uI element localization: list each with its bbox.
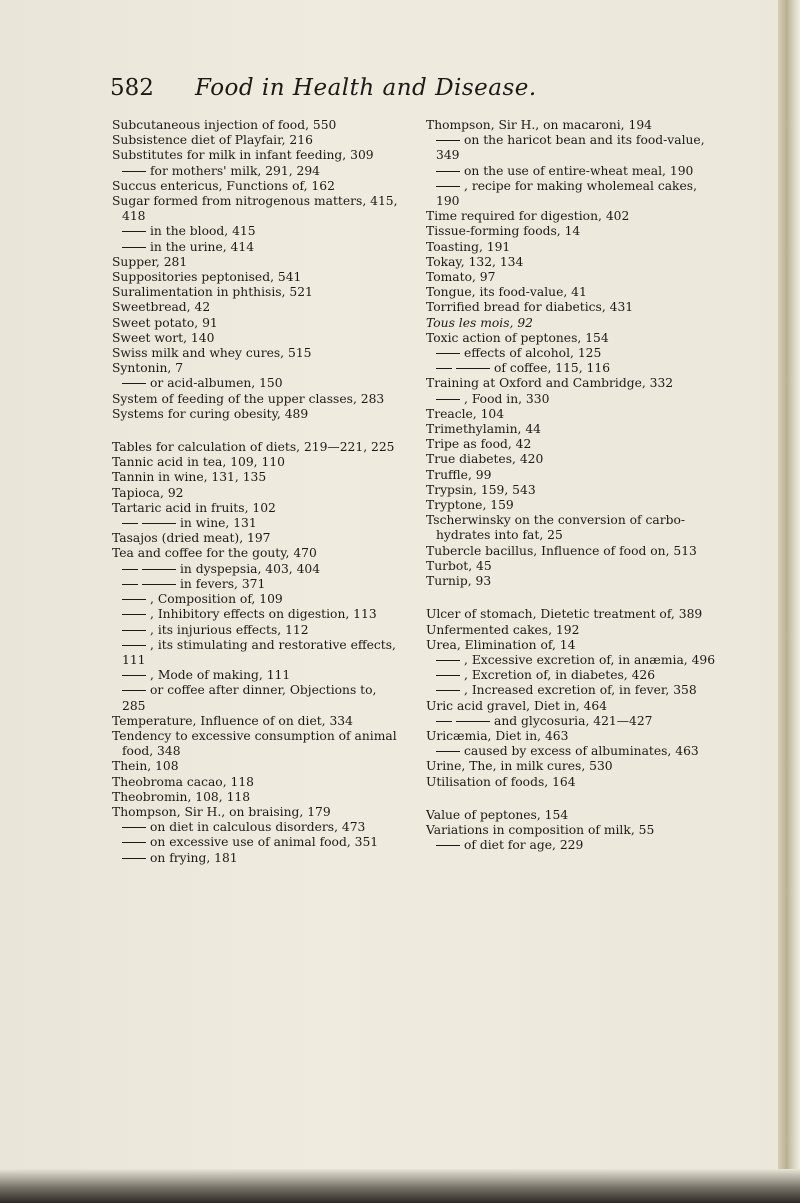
ditto-rule [122, 523, 138, 524]
ditto-rule [436, 353, 460, 354]
ditto-rule [122, 842, 146, 843]
index-entry: Urine, The, in milk cures, 530 [426, 759, 613, 774]
index-subentry: , Excessive excretion of, in anæmia, 496 [426, 653, 716, 668]
index-entry: Sugar formed from nitrogenous matters, 415, 418 [112, 194, 402, 224]
index-entry: Tartaric acid in fruits, 102 [112, 500, 276, 515]
index-subentry: , Inhibitory effects on digestion, 113 [112, 607, 402, 622]
index-entry: Turbot, 45 [426, 558, 492, 573]
index-entry: Time required for digestion, 402 [426, 209, 630, 224]
index-group-s [112, 118, 402, 422]
ditto-rule [122, 231, 146, 232]
index-entry: Sweet wort, 140 [112, 330, 215, 345]
index-entry: Tannic acid in tea, 109, 110 [112, 455, 285, 470]
ditto-rule [436, 368, 452, 369]
index-column-left [112, 118, 402, 866]
index-entry: Temperature, Influence of on diet, 334 [112, 713, 353, 728]
ditto-rule [436, 186, 460, 187]
ditto-rule [456, 721, 490, 722]
index-subentry: , its injurious effects, 112 [112, 623, 402, 638]
index-entry: Training at Oxford and Cambridge, 332 [426, 376, 674, 391]
ditto-rule [122, 858, 146, 859]
ditto-rule [122, 630, 146, 631]
ditto-rule [436, 399, 460, 400]
ditto-rule [436, 140, 460, 141]
index-subentry: on the use of entire-wheat meal, 190 [426, 164, 716, 179]
index-entry: Tannin in wine, 131, 135 [112, 470, 267, 485]
ditto-rule [122, 171, 146, 172]
index-subentry: for mothers' milk, 291, 294 [112, 164, 402, 179]
index-entry: Theobromin, 108, 118 [112, 789, 251, 804]
index-entry: Trimethylamin, 44 [426, 422, 542, 437]
index-group-t [112, 440, 402, 866]
index-subentry: or coffee after dinner, Objections to, 285 [122, 683, 381, 713]
index-entry: Tasajos (dried meat), 197 [112, 531, 271, 546]
index-entry: Toxic action of peptones, 154 [426, 330, 609, 345]
index-entry: Supper, 281 [112, 254, 188, 269]
ditto-rule [122, 614, 146, 615]
index-entry: Tubercle bacillus, Influence of food on, 513 [426, 543, 697, 558]
index-subentry: , Mode of making, 111 [112, 668, 402, 683]
ditto-rule [436, 721, 452, 722]
page-edge-shadow [778, 0, 800, 1203]
index-entry: Thompson, Sir H., on braising, 179 [112, 804, 331, 819]
index-entry: Uricæmia, Diet in, 463 [426, 728, 569, 743]
index-entry: Variations in composition of milk, 55 [426, 822, 655, 837]
index-entry: Tryptone, 159 [426, 498, 514, 513]
index-entry: Value of peptones, 154 [426, 807, 569, 822]
ditto-rule [456, 368, 490, 369]
ditto-rule [436, 690, 460, 691]
index-entry: Theobroma cacao, 118 [112, 774, 254, 789]
index-subentry: of coffee, 115, 116 [426, 361, 716, 376]
index-entry: Tomato, 97 [426, 270, 496, 285]
index-entry: Torrified bread for diabetics, 431 [426, 300, 634, 315]
index-entry: Tripe as food, 42 [426, 437, 532, 452]
page-number: 582 [110, 75, 154, 101]
index-entry: Tscherwinsky on the conversion of carbo-hydrates into fat, 25 [426, 513, 686, 543]
index-entry: Toasting, 191 [426, 239, 511, 254]
index-entry: Succus entericus, Functions of, 162 [112, 178, 335, 193]
index-subentry: , recipe for making wholemeal cakes, 190 [436, 178, 701, 209]
index-entry: Tables for calculation of diets, 219—221, 225 [112, 440, 395, 455]
ditto-rule [122, 690, 146, 691]
ditto-rule [142, 569, 176, 570]
ditto-rule [122, 569, 138, 570]
ditto-rule [122, 584, 138, 585]
index-entry: Tongue, its food-value, 41 [426, 285, 587, 300]
index-subentry: on the haricot bean and its food-value, 349 [436, 133, 709, 163]
index-entry: Sweetbread, 42 [112, 300, 211, 315]
index-subentry: and glycosuria, 421—427 [426, 714, 716, 729]
index-subentry: , Increased excretion of, in fever, 358 [426, 683, 716, 698]
index-subentry: caused by excess of albuminates, 463 [426, 744, 716, 759]
ditto-rule [436, 660, 460, 661]
index-entry: Trypsin, 159, 543 [426, 482, 536, 497]
index-subentry: of diet for age, 229 [426, 838, 716, 853]
index-entry: Swiss milk and whey cures, 515 [112, 346, 312, 361]
index-entry: Subcutaneous injection of food, 550 [112, 118, 337, 132]
ditto-rule [122, 827, 146, 828]
index-subentry: on frying, 181 [112, 851, 402, 866]
index-subentry: in wine, 131 [112, 516, 402, 531]
index-entry: Suppositories peptonised, 541 [112, 270, 302, 285]
index-entry: Tissue-forming foods, 14 [426, 224, 581, 239]
index-subentry: , its stimulating and restorative effects, 111 [122, 637, 400, 667]
page-bottom-shadow [0, 1169, 800, 1203]
ditto-rule [122, 645, 146, 646]
index-entry: Uric acid gravel, Diet in, 464 [426, 698, 608, 713]
index-entry: Syntonin, 7 [112, 361, 184, 376]
index-group-u [426, 607, 716, 789]
index-entry: Treacle, 104 [426, 406, 505, 421]
index-entry: True diabetes, 420 [426, 452, 544, 467]
index-entry: Subsistence diet of Playfair, 216 [112, 133, 313, 148]
index-entry: Substitutes for milk in infant feeding, 309 [112, 148, 374, 163]
index-entry: Suralimentation in phthisis, 521 [112, 285, 313, 300]
index-entry: Tendency to excessive consumption of animal food, 348 [112, 728, 401, 759]
index-group-v [426, 808, 716, 854]
index-subentry: on excessive use of animal food, 351 [112, 835, 402, 850]
ditto-rule [436, 845, 460, 846]
index-entry: Utilisation of foods, 164 [426, 774, 576, 789]
ditto-rule [436, 751, 460, 752]
index-entry: Tapioca, 92 [112, 485, 184, 500]
index-group-t-cont [426, 118, 716, 589]
index-subentry: on diet in calculous disorders, 473 [112, 820, 402, 835]
ditto-rule [122, 383, 146, 384]
index-subentry: , Food in, 330 [426, 392, 716, 407]
index-entry: System of feeding of the upper classes, 283 [112, 391, 385, 406]
ditto-rule [122, 675, 146, 676]
index-subentry: in the urine, 414 [112, 240, 402, 255]
index-subentry: in the blood, 415 [112, 224, 402, 239]
index-entry: Thompson, Sir H., on macaroni, 194 [426, 118, 652, 132]
index-entry: Tea and coffee for the gouty, 470 [112, 546, 317, 561]
index-entry: Ulcer of stomach, Dietetic treatment of, 389 [426, 607, 703, 622]
index-entry: Thein, 108 [112, 759, 179, 774]
index-entry: Sweet potato, 91 [112, 315, 218, 330]
index-entry: Unfermented cakes, 192 [426, 622, 580, 637]
ditto-rule [142, 523, 176, 524]
ditto-rule [436, 675, 460, 676]
index-entry: Truffle, 99 [426, 467, 492, 482]
ditto-rule [436, 171, 460, 172]
index-entry: Systems for curing obesity, 489 [112, 406, 309, 421]
index-column-right [426, 118, 716, 853]
index-subentry: in fevers, 371 [112, 577, 402, 592]
running-header [110, 70, 730, 106]
index-subentry: or acid-albumen, 150 [112, 376, 402, 391]
index-subentry: , Composition of, 109 [112, 592, 402, 607]
running-title: Food in Health and Disease. [195, 75, 537, 101]
index-entry: Turnip, 93 [426, 574, 492, 589]
ditto-rule [122, 247, 146, 248]
index-entry: Tous les mois, 92 [426, 315, 533, 330]
ditto-rule [122, 599, 146, 600]
ditto-rule [142, 584, 176, 585]
index-subentry: , Excretion of, in diabetes, 426 [426, 668, 716, 683]
index-subentry: in dyspepsia, 403, 404 [112, 562, 402, 577]
index-entry: Tokay, 132, 134 [426, 254, 524, 269]
index-entry: Urea, Elimination of, 14 [426, 637, 576, 652]
index-subentry: effects of alcohol, 125 [426, 346, 716, 361]
